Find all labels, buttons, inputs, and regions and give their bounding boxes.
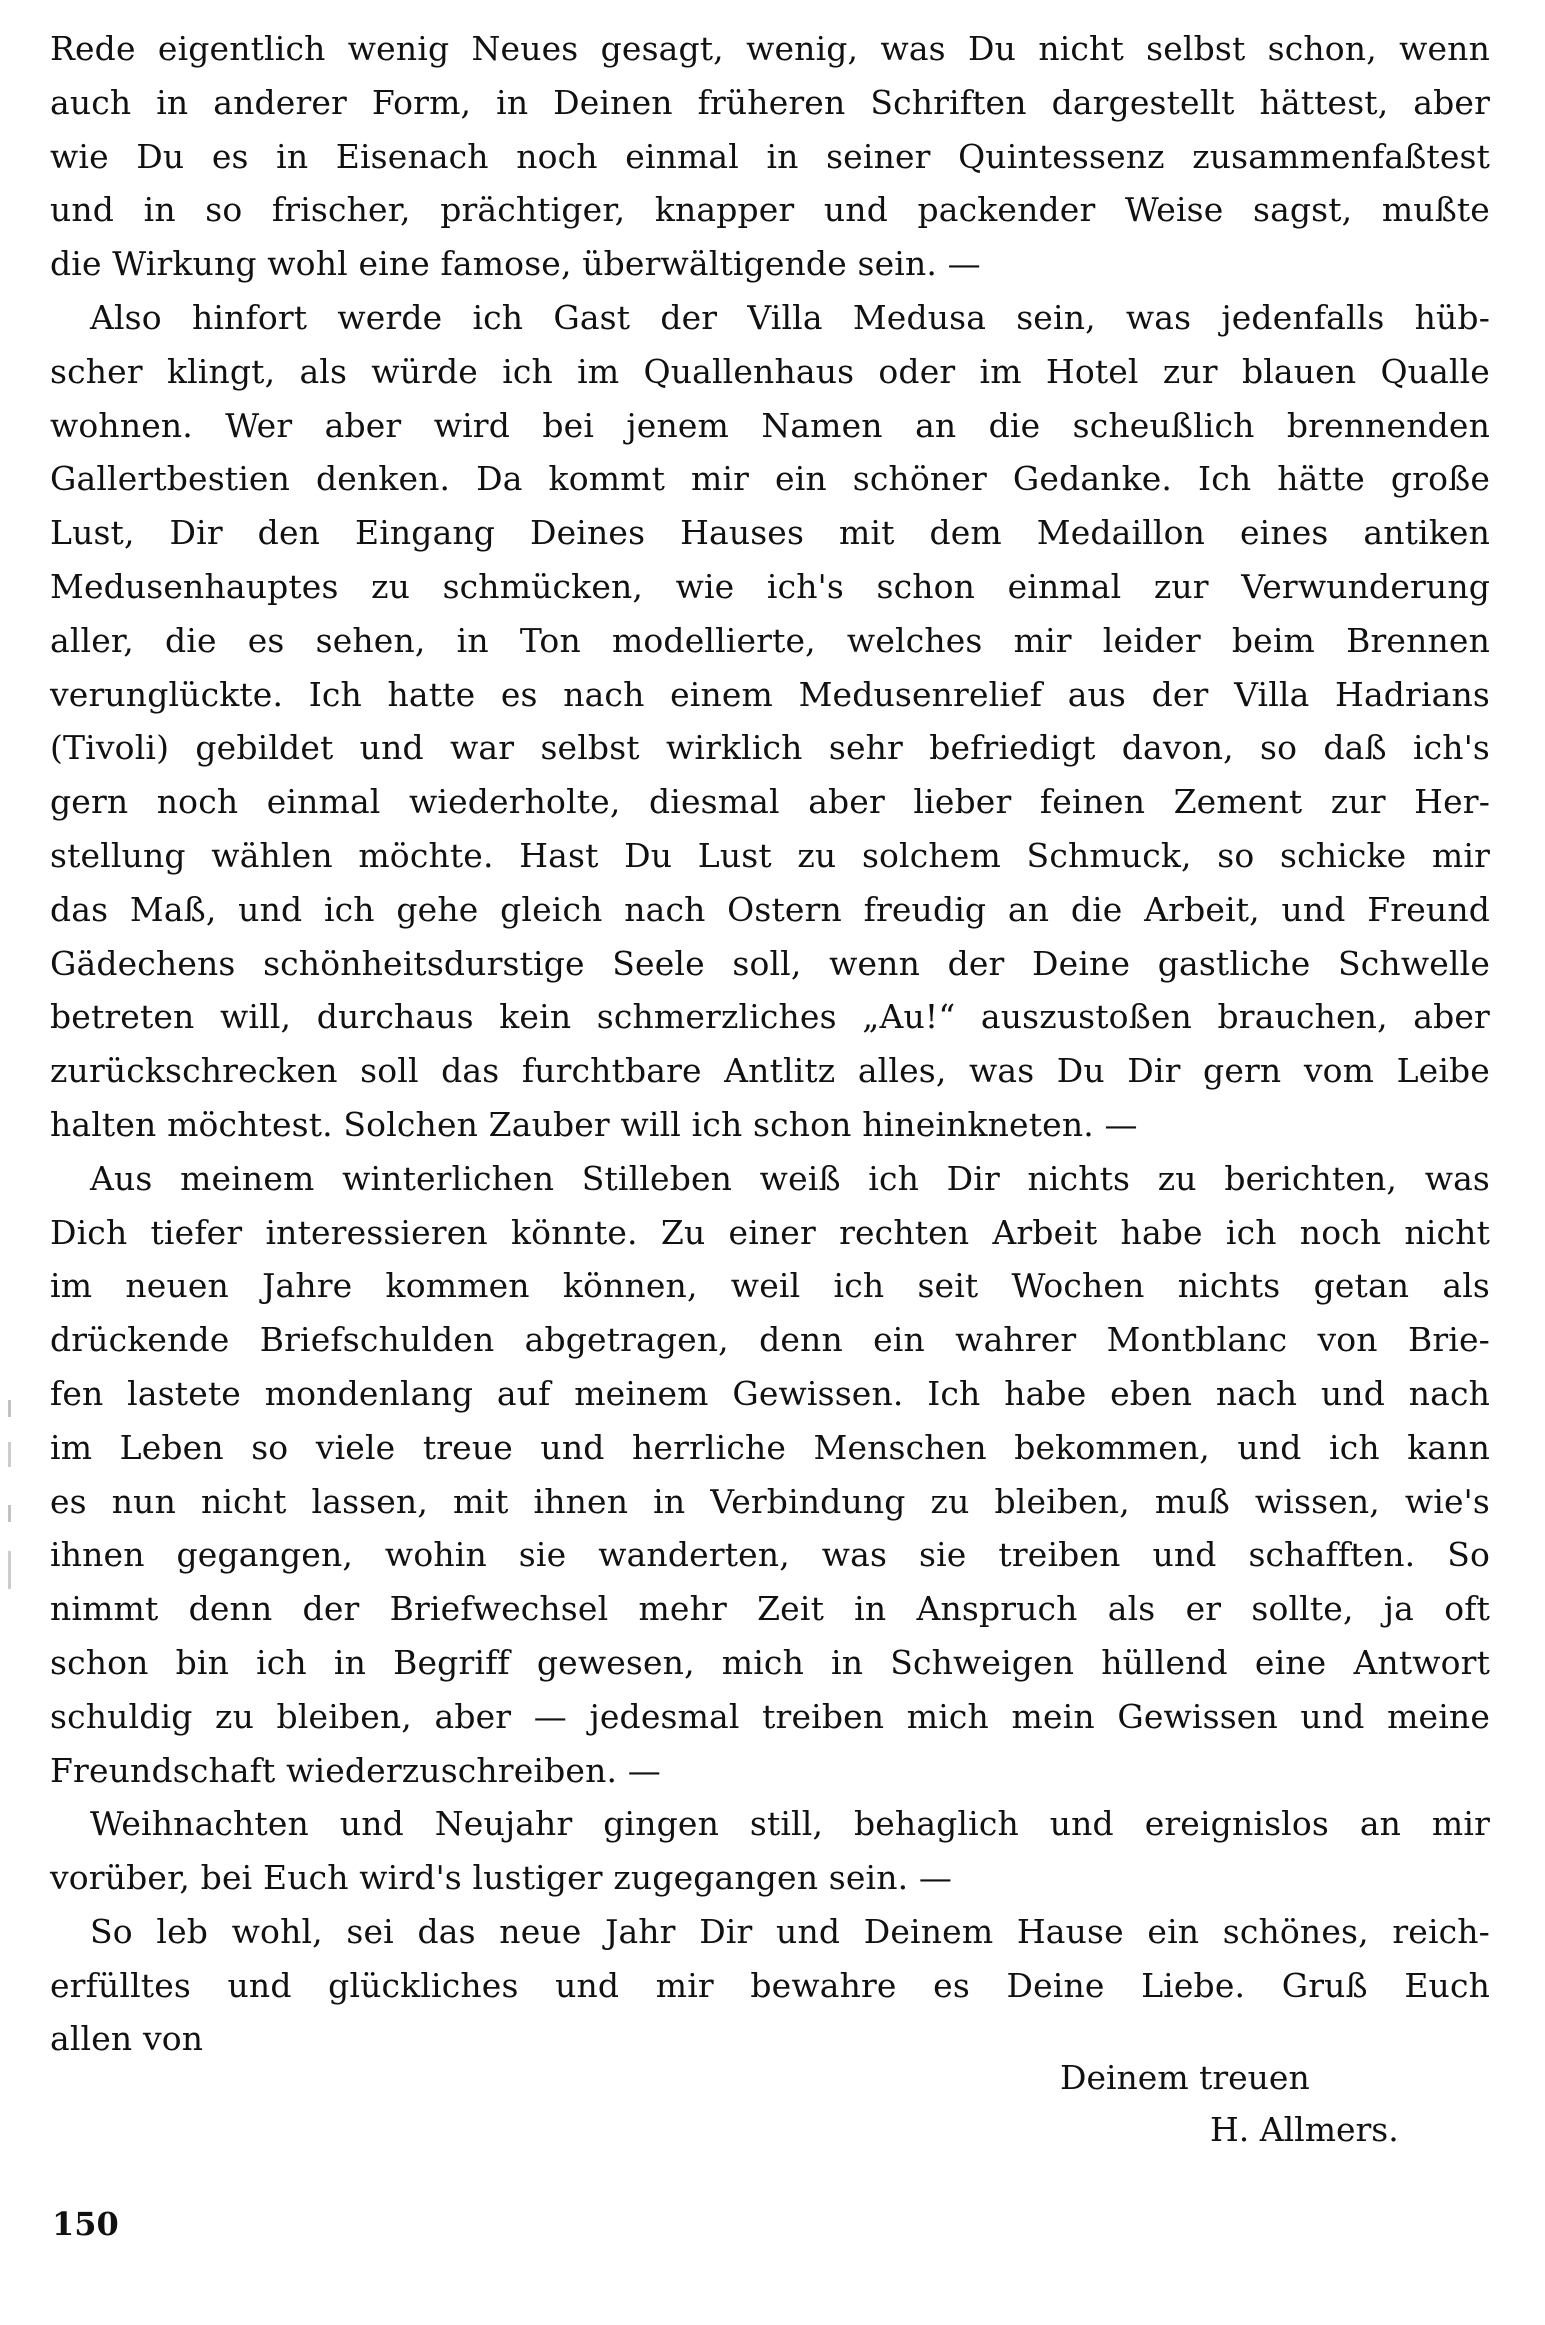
letter-body [50,22,1490,2066]
text-line: gern noch einmal wiederholte, diesmal aber lieber feinen Zement zur Her- [50,782,1490,822]
author-name: H. Allmers. [1210,2110,1399,2149]
text-line: im neuen Jahre kommen können, weil ich seit Wochen nichts getan als [50,1266,1490,1306]
text-line: aller, die es sehen, in Ton modellierte, welches mir leider beim Brennen [50,620,1490,660]
text-line: drückende Briefschulden abgetragen, denn ein wahrer Montblanc von Brie- [50,1320,1490,1360]
text-line: im Leben so viele treue und herrliche Menschen bekommen, und ich kann [50,1427,1490,1467]
closing-line: Deinem treuen [1060,2058,1310,2097]
text-line: Gallertbestien denken. Da kommt mir ein schöner Gedanke. Ich hätte große [50,459,1490,499]
text-line: scher klingt, als würde ich im Quallenhaus oder im Hotel zur blauen Qualle [50,351,1490,391]
text-line: Dich tiefer interessieren könnte. Zu einer rechten Arbeit habe ich noch nicht [50,1212,1490,1252]
text-line: Lust, Dir den Eingang Deines Hauses mit dem Medaillon eines antiken [50,513,1490,553]
text-line: stellung wählen möchte. Hast Du Lust zu solchem Schmuck, so schicke mir [50,835,1490,875]
text-line: schuldig zu bleiben, aber — jedesmal treiben mich mein Gewissen und meine [50,1696,1490,1736]
text-line: nimmt denn der Briefwechsel mehr Zeit in Anspruch als er sollte, ja oft [50,1589,1490,1629]
text-line: erfülltes und glückliches und mir bewahre es Deine Liebe. Gruß Euch [50,1965,1490,2005]
paragraph-start-line: Also hinfort werde ich Gast der Villa Medusa sein, was jedenfalls hüb- [90,297,1490,337]
text-line: Medusenhauptes zu schmücken, wie ich's schon einmal zur Verwunderung [50,566,1490,606]
text-line: die Wirkung wohl eine famose, überwältigende sein. — [50,244,981,284]
page-number: 150 [52,2205,119,2243]
text-line: Rede eigentlich wenig Neues gesagt, wenig, was Du nicht selbst schon, wenn [50,29,1490,68]
text-line: halten möchtest. Solchen Zauber will ich schon hineinkneten. — [50,1104,1138,1144]
paragraph-start-line: So leb wohl, sei das neue Jahr Dir und Deinem Hause ein schönes, reich- [90,1911,1490,1951]
text-line: es nun nicht lassen, mit ihnen in Verbindung zu bleiben, muß wissen, wie's [50,1481,1490,1521]
paragraph-start-line: Aus meinem winterlichen Stilleben weiß ich Dir nichts zu berichten, was [90,1158,1490,1198]
paragraph-start-line: Weihnachten und Neujahr gingen still, behaglich und ereignislos an mir [90,1804,1490,1844]
text-line: allen von [50,2019,204,2059]
text-line: fen lastete mondenlang auf meinem Gewissen. Ich habe eben nach und nach [50,1373,1490,1413]
text-line: und in so frischer, prächtiger, knapper und packender Weise sagst, mußte [50,190,1490,230]
text-line: schon bin ich in Begriff gewesen, mich in Schweigen hüllend eine Antwort [50,1642,1490,1682]
text-line: Gädechens schönheitsdurstige Seele soll, wenn der Deine gastliche Schwelle [50,943,1490,983]
text-line: ihnen gegangen, wohin sie wanderten, was sie treiben und schafften. So [50,1535,1490,1575]
text-line: verunglückte. Ich hatte es nach einem Medusenrelief aus der Villa Hadrians [50,674,1490,714]
text-line: das Maß, und ich gehe gleich nach Ostern freudig an die Arbeit, und Freund [50,889,1490,929]
text-line: Freundschaft wiederzuschreiben. — [50,1750,661,1790]
signature-block [1060,2052,1399,2156]
scan-margin-mark [8,1400,11,1610]
text-line: betreten will, durchaus kein schmerzliches „Au!“ auszustoßen brauchen, aber [50,997,1490,1037]
text-line: vorüber, bei Euch wird's lustiger zugegangen sein. — [50,1858,953,1898]
text-line: wie Du es in Eisenach noch einmal in seiner Quintessenz zusammenfaßtest [50,136,1490,176]
text-line: auch in anderer Form, in Deinen früheren Schriften dargestellt hättest, aber [50,82,1490,122]
text-line: wohnen. Wer aber wird bei jenem Namen an die scheußlich brennenden [50,405,1490,445]
text-line: zurückschrecken soll das furchtbare Antlitz alles, was Du Dir gern vom Leibe [50,1051,1490,1091]
text-line: (Tivoli) gebildet und war selbst wirklich sehr befriedigt davon, so daß ich's [50,728,1490,768]
